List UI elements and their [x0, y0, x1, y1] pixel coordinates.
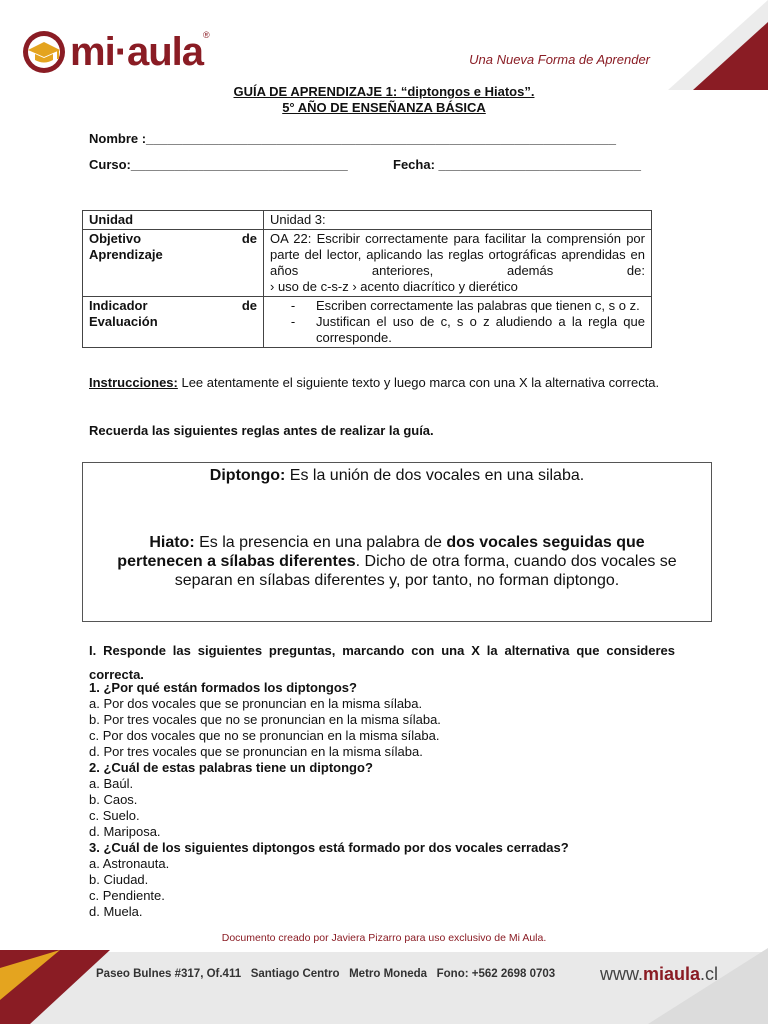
- question-1: 1. ¿Por qué están formados los diptongos? a. Por dos vocales que se pronuncian en la misma sílaba. b. Por tres vocales que no se pronuncian en la misma sílaba. c. Por dos vocales que no se pronuncian en la misma sílaba. d. Por tres vocales que se pronuncian en la misma sílaba.: [89, 680, 675, 760]
- option[interactable]: d. Mariposa.: [89, 824, 161, 839]
- unidad-label: Unidad: [83, 211, 264, 230]
- curso-field[interactable]: Curso:______________________________: [89, 157, 348, 172]
- diptongo-rule: Diptongo: Es la unión de dos vocales en una silaba.: [209, 467, 585, 484]
- option[interactable]: b. Ciudad.: [89, 872, 149, 887]
- reminder: Recuerda las siguientes reglas antes de realizar la guía.: [89, 423, 434, 438]
- option[interactable]: c. Por dos vocales que no se pronuncian en la misma sílaba.: [89, 728, 440, 743]
- option[interactable]: b. Caos.: [89, 792, 138, 807]
- corner-decoration: [648, 0, 768, 90]
- section-heading: I. Responde las siguientes preguntas, marcando con una X la alternativa que consideres correcta.: [89, 643, 675, 682]
- option[interactable]: a. Baúl.: [89, 776, 134, 791]
- question-2: 2. ¿Cuál de estas palabras tiene un diptongo? a. Baúl. b. Caos. c. Suelo. d. Mariposa.: [89, 760, 675, 840]
- option[interactable]: d. Muela.: [89, 904, 143, 919]
- graduation-cap-icon: [22, 30, 66, 74]
- option[interactable]: a. Por dos vocales que se pronuncian en la misma sílaba.: [89, 696, 423, 711]
- list-item: - Escriben correctamente las palabras que tienen c, s o z.: [290, 298, 640, 313]
- table-row: [83, 230, 652, 297]
- question-3: 3. ¿Cuál de los siguientes diptongos está formado por dos vocales cerradas? a. Astronauta. b. Ciudad. c. Pendiente. d. Muela.: [89, 840, 675, 920]
- guide-title: GUÍA DE APRENDIZAJE 1: “diptongos e Hiatos”.: [233, 84, 535, 99]
- credit-note: Documento creado por Javiera Pizarro para uso exclusivo de Mi Aula.: [221, 932, 547, 944]
- objetivo-label: Objetivo de Aprendizaje: [83, 230, 264, 297]
- indicador-value: [264, 297, 652, 348]
- hiato-rule: Hiato: Es la presencia en una palabra de dos vocales seguidas que pertenecen a sílabas diferentes. Dicho de otra forma, cuando dos vocales se separan en sílabas diferentes y, por tanto, no forman diptongo.: [117, 534, 677, 589]
- corner-decoration: [0, 940, 130, 1024]
- list-item: - Justifican el uso de c, s o z aludiendo a la regla que corresponde.: [290, 314, 645, 345]
- option[interactable]: b. Por tres vocales que no se pronuncian en la misma sílaba.: [89, 712, 441, 727]
- fecha-field[interactable]: Fecha: ____________________________: [393, 157, 641, 172]
- indicador-label: Indicador de Evaluación: [83, 297, 264, 348]
- objetivo-value: OA 22: Escribir correctamente para facilitar la comprensión por parte del lector, aplicando las reglas ortográficas aprendidas en años anteriores, además de: › uso de c-s-z › acento diacrítico y dierético: [264, 230, 652, 297]
- option[interactable]: c. Pendiente.: [89, 888, 165, 903]
- tagline: Una Nueva Forma de Aprender: [469, 52, 650, 67]
- footer-address: Paseo Bulnes #317, Of.411 Santiago Centro Metro Moneda Fono: +562 2698 0703: [96, 968, 556, 980]
- brand-name: mi·aula®: [70, 30, 209, 74]
- website-link[interactable]: www.miaula.cl: [600, 964, 719, 984]
- option[interactable]: c. Suelo.: [89, 808, 140, 823]
- guide-subtitle: 5° AÑO DE ENSEÑANZA BÁSICA: [282, 100, 486, 115]
- logo: [22, 28, 222, 78]
- table-row: [83, 211, 652, 230]
- option[interactable]: d. Por tres vocales que se pronuncian en la misma sílaba.: [89, 744, 423, 759]
- option[interactable]: a. Astronauta.: [89, 856, 170, 871]
- objectives-table: [82, 210, 652, 348]
- instructions: Instrucciones: Lee atentamente el siguiente texto y luego marca con una X la alternativa correcta.: [89, 375, 660, 390]
- table-row: [83, 297, 652, 348]
- corner-decoration: [588, 948, 768, 1024]
- rules-box: [82, 462, 712, 622]
- nombre-field[interactable]: Nombre :_________________________________________________________________: [89, 131, 617, 146]
- unidad-value: Unidad 3:: [264, 211, 652, 230]
